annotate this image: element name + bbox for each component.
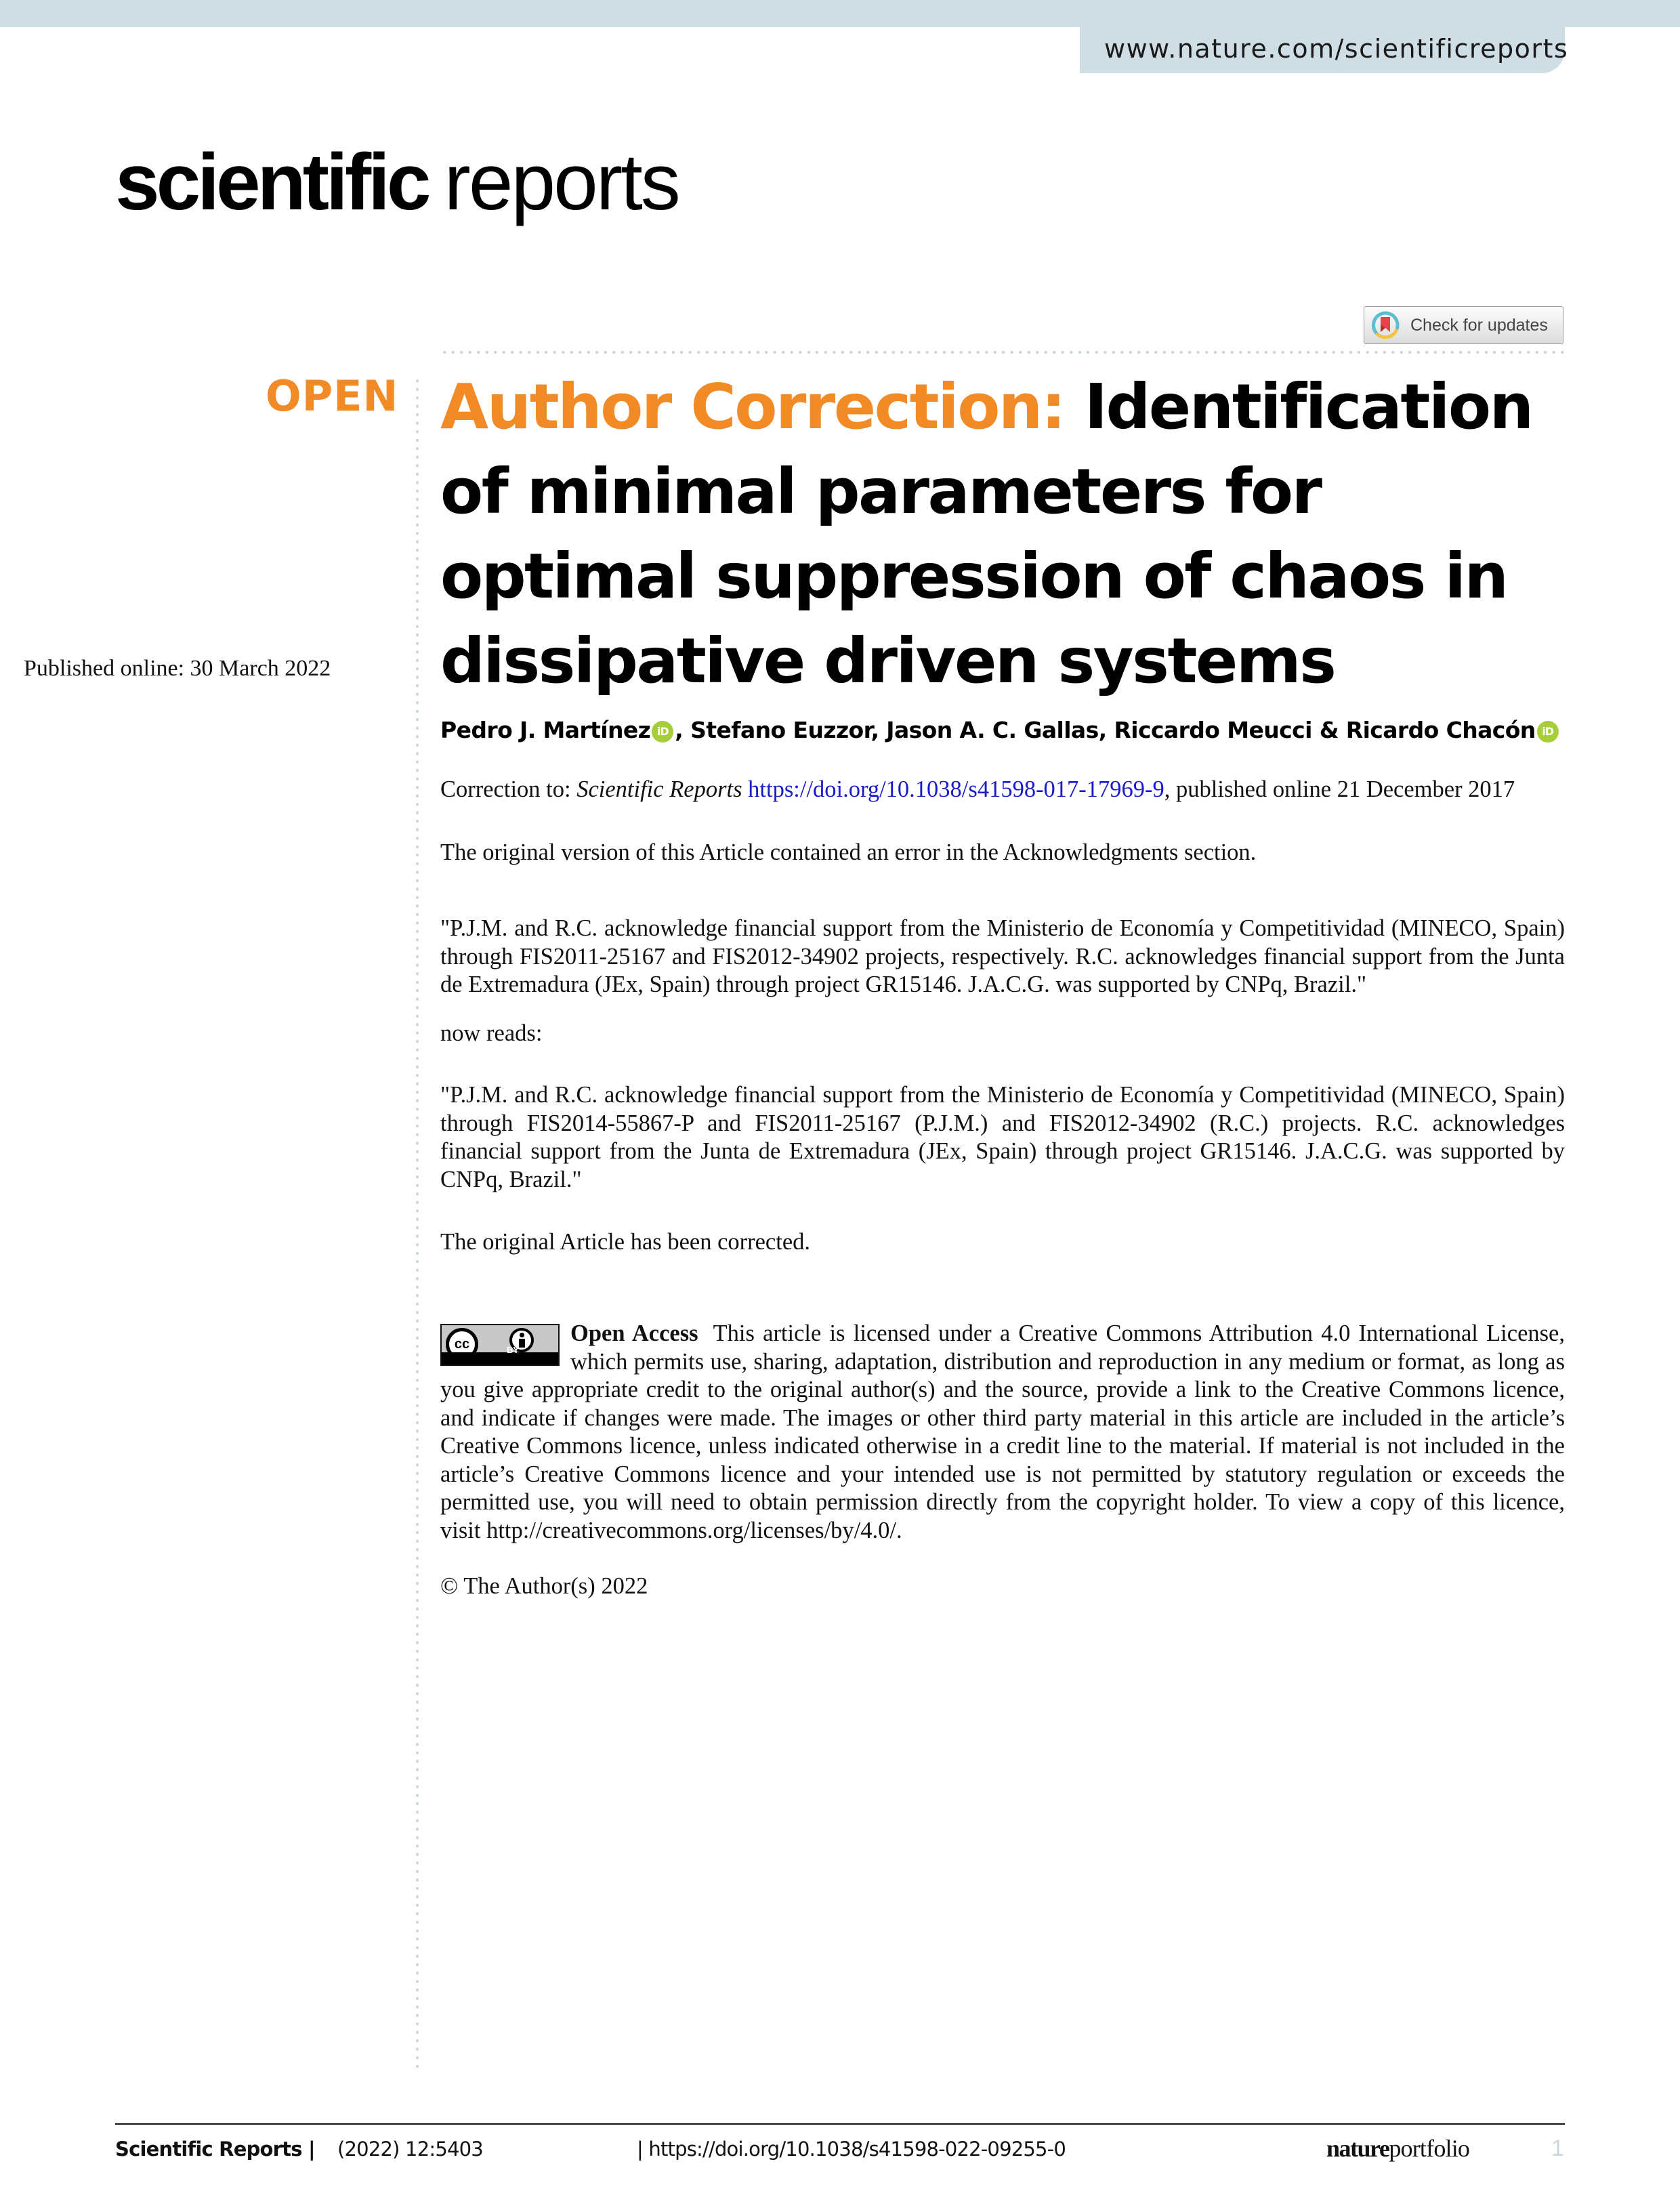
dotted-divider-horizontal (440, 351, 1565, 354)
site-url-tab (1080, 27, 1569, 73)
cc-by-license-badge[interactable] (440, 1324, 560, 1366)
paragraph-original-error: The original version of this Article contained an error in the Acknowledgments section. (440, 839, 1257, 865)
correction-suffix: , published online 21 December 2017 (1164, 776, 1515, 802)
orcid-icon[interactable]: iD (652, 721, 673, 743)
cc-badge-bottom-bar (442, 1352, 558, 1365)
check-for-updates-button[interactable] (1364, 306, 1563, 344)
footer-doi-link[interactable]: | https://doi.org/10.1038/s41598-022-09255-0 (637, 2138, 1066, 2161)
brand-light: portfolio (1389, 2135, 1470, 2162)
author-list (440, 717, 1560, 743)
author-separator: , (1098, 717, 1114, 743)
footer-rule (115, 2123, 1565, 2125)
site-url[interactable]: www.nature.com/scientificreports (1104, 34, 1569, 64)
article-title (440, 364, 1578, 703)
author-name[interactable]: Jason A. C. Gallas (886, 717, 1099, 743)
author-separator: , (675, 717, 691, 743)
page-number: 1 (1551, 2136, 1564, 2161)
copyright-notice: © The Author(s) 2022 (440, 1573, 648, 1599)
journal-logo (115, 138, 679, 227)
check-updates-label: Check for updates (1410, 315, 1548, 335)
correction-prefix: Correction to: (440, 776, 577, 802)
brand-bold: nature (1326, 2135, 1389, 2162)
orcid-icon[interactable]: iD (1537, 721, 1559, 743)
open-access-heading: Open Access (570, 1320, 698, 1346)
author-name[interactable]: Pedro J. Martínez (440, 717, 651, 743)
published-date: Published online: 30 March 2022 (24, 656, 331, 681)
author-name[interactable]: Riccardo Meucci (1114, 717, 1312, 743)
open-access-text: This article is licensed under a Creative Commons Attribution 4.0 International License, which permits use, sharing, adaptation, distribution and reproduction in any medium or format, as long as you give appropriate credit to the original author(s) and the source, provide a link to the Creative Commons licence, and indicate if changes were made. The images or other third party material in this article are included in the article’s Creative Commons licence, unless indicated otherwise in a credit line to the material. If material is not included in the article’s Creative Commons licence and your intended use is not permitted by statutory regulation or exceeds the permitted use, you will need to obtain permission directly from the copyright holder. To view a copy of this licence, visit (440, 1320, 1565, 1543)
title-main: Identification of minimal parameters for optimal suppression of chaos in dissipative driven systems (440, 371, 1532, 697)
logo-bold-text: scientific (115, 138, 428, 227)
footer-volume: (2022) 12:5403 (337, 2138, 483, 2161)
license-end-punct: . (896, 1517, 902, 1543)
paragraph-old-acknowledgments: "P.J.M. and R.C. acknowledge financial support from the Ministerio de Economía y Competitividad (MINECO, Spain) through FIS2011-25167 and FIS2012-34902 projects, respectively. R.C. acknowledges financial support from the Junta de Extremadura (JEx, Spain) through project GR15146. J.A.C.G. was supported by CNPq, Brazil." (440, 915, 1565, 997)
cc-icon: cc (446, 1328, 478, 1360)
nature-portfolio-logo (1326, 2134, 1469, 2163)
original-article-doi-link[interactable]: https://doi.org/10.1038/s41598-017-17969-9 (748, 776, 1164, 802)
title-prefix: Author Correction: (440, 371, 1065, 443)
crossmark-icon (1371, 311, 1400, 339)
footer-journal-name: Scientific Reports | (115, 2138, 315, 2161)
paragraph-now-reads: now reads: (440, 1020, 543, 1046)
paragraph-new-acknowledgments: "P.J.M. and R.C. acknowledge financial support from the Ministerio de Economía y Competitividad (MINECO, Spain) through FIS2014-55867-P and FIS2011-25167 (P.J.M.) and FIS2012-34902 (R.C.) projects. R.C. acknowledges financial support from the Junta de Extremadura (JEx, Spain) through project GR15146. J.A.C.G. was supported by CNPq, Brazil." (440, 1082, 1565, 1192)
author-name[interactable]: Stefano Euzzor (690, 717, 871, 743)
author-separator: & (1311, 717, 1346, 743)
top-color-band (0, 0, 1680, 27)
open-access-license-block (440, 1320, 1565, 1545)
by-label: BY (507, 1344, 520, 1355)
author-separator: , (870, 717, 887, 743)
license-link[interactable]: http://creativecommons.org/licenses/by/4.0/ (486, 1517, 896, 1543)
dotted-divider-vertical (416, 377, 419, 2070)
open-access-label: OPEN (266, 371, 399, 421)
paragraph-corrected: The original Article has been corrected. (440, 1229, 811, 1255)
author-name[interactable]: Ricardo Chacón (1345, 717, 1536, 743)
correction-to-line (440, 776, 1565, 804)
logo-light-text: reports (444, 138, 679, 227)
correction-journal: Scientific Reports (576, 776, 742, 802)
